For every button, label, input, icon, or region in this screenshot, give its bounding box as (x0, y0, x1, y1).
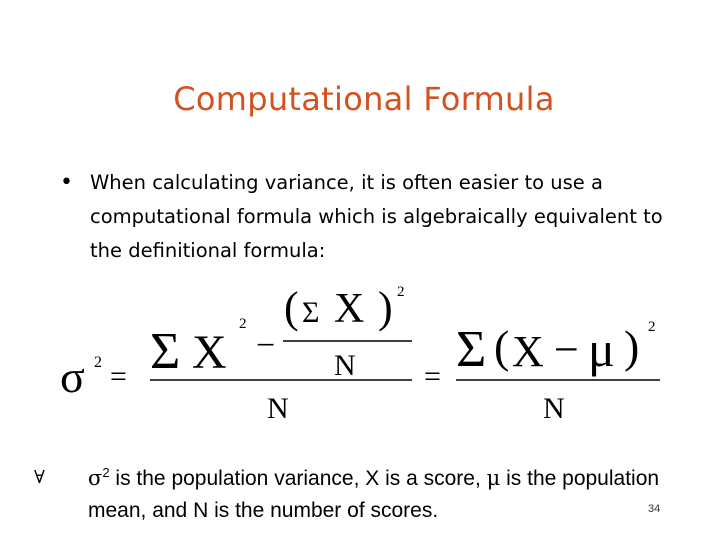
formula-sigma: σ (60, 351, 85, 402)
note-mu: μ (486, 466, 501, 490)
formula-mu: μ (588, 321, 615, 377)
formula-n-3: N (543, 392, 565, 425)
bullet-text: When calculating variance, it is often easier to use a computational formula which is algebraically equivalent to the definitional formula: (90, 171, 663, 262)
note-sigma-exp: 2 (102, 465, 110, 480)
formula-n-2: N (267, 392, 289, 425)
formula-sum-3: Σ (456, 321, 487, 378)
slide-number: 34 (648, 503, 661, 515)
formula-sigma-exp: 2 (94, 354, 102, 371)
formula-sum-2: Σ (302, 296, 320, 329)
formula-exp-1: 2 (239, 316, 247, 332)
formula-close-paren-1: ) (378, 283, 393, 332)
formula-equals-1: = (110, 360, 127, 393)
formula-minus-2: − (554, 325, 579, 374)
formula-open-paren-2: ( (494, 321, 510, 372)
note-part2: is the population mean, and N is the number of scores. (88, 467, 660, 522)
formula-exp-2: 2 (397, 284, 405, 300)
formula-svg (0, 270, 728, 440)
note-text (88, 462, 674, 527)
slide-title: Computational Formula (173, 80, 555, 118)
formula-n-1: N (334, 349, 356, 382)
formula-x-1: X (192, 326, 227, 379)
formula-open-paren-1: ( (284, 283, 299, 332)
formula-exp-3: 2 (648, 319, 656, 335)
formula-equals-2: = (424, 360, 441, 393)
bullet-item (60, 166, 680, 268)
note-item (34, 462, 674, 527)
note-sigma: σ (88, 466, 103, 490)
formula-close-paren-2: ) (624, 321, 640, 372)
formula-x-2: X (334, 286, 365, 332)
formula-minus-1: − (256, 327, 276, 364)
variance-formula (0, 270, 728, 440)
note-part1: is the population variance, X is a score, (109, 467, 487, 490)
formula-sum-1: Σ (150, 323, 181, 380)
for-all-icon: ∀ (34, 467, 45, 488)
formula-x-3: X (512, 327, 544, 376)
bullet-icon: • (60, 170, 73, 195)
